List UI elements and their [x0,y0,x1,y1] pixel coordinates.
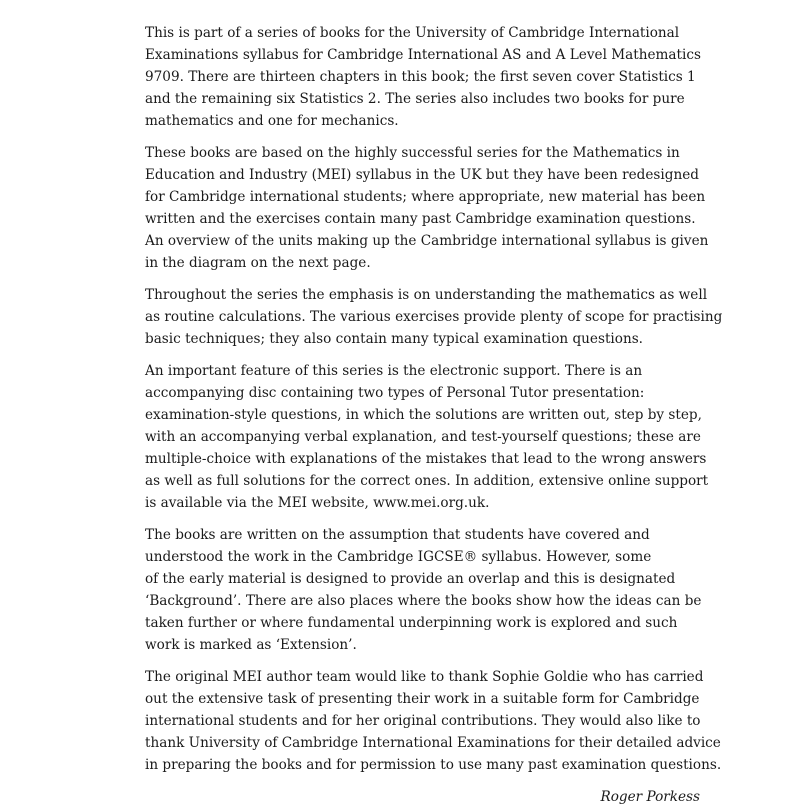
text-line: is available via the MEI website, www.mei.org.uk. [145,495,490,511]
text-line: ‘Background’. There are also places where the books show how the ideas can be [145,593,702,609]
paragraph-mei-basis [145,142,709,274]
text-line: mathematics and one for mechanics. [145,113,399,129]
text-line: with an accompanying verbal explanation, and test-yourself questions; these are [145,429,701,445]
text-line: The books are written on the assumption that students have covered and [145,527,650,543]
author-signature: Roger Porkess [600,789,700,805]
paragraph-assumptions [145,524,700,656]
text-line: This is part of a series of books for the University of Cambridge International [145,25,680,41]
text-line: taken further or where fundamental underpinning work is explored and such [145,615,678,631]
paragraph-series-intro [145,22,700,132]
text-line: for Cambridge international students; where appropriate, new material has been [145,189,706,205]
text-line: thank University of Cambridge International Examinations for their detailed advice [145,735,721,751]
text-line: An important feature of this series is the electronic support. There is an [145,363,643,379]
text-line: written and the exercises contain many past Cambridge examination questions. [145,211,696,227]
text-line: in preparing the books and for permission to use many past examination questions. [145,757,722,773]
text-line: Education and Industry (MEI) syllabus in the UK but they have been redesigned [145,167,699,183]
text-line: of the early material is designed to provide an overlap and this is designated [145,571,676,587]
paragraph-electronic-support [145,360,709,514]
text-line: international students and for her original contributions. They would also like to [145,713,701,729]
paragraph-acknowledgements [145,666,722,776]
text-line: understood the work in the Cambridge IGCSE® syllabus. However, some [145,549,652,565]
text-line: basic techniques; they also contain many typical examination questions. [145,331,643,347]
text-line: multiple-choice with explanations of the mistakes that lead to the wrong answers [145,451,707,467]
text-line: The original MEI author team would like to thank Sophie Goldie who has carried [145,669,704,685]
text-line: These books are based on the highly successful series for the Mathematics in [145,145,680,161]
text-line: Examinations syllabus for Cambridge International AS and A Level Mathematics [145,47,701,63]
text-line: An overview of the units making up the Cambridge international syllabus is given [145,233,709,249]
text-line: in the diagram on the next page. [145,255,371,271]
text-line: out the extensive task of presenting their work in a suitable form for Cambridge [145,691,700,707]
text-line: Throughout the series the emphasis is on understanding the mathematics as well [145,287,708,303]
document-page [145,22,723,808]
text-line: as routine calculations. The various exercises provide plenty of scope for practising [145,309,723,325]
text-line: as well as full solutions for the correct ones. In addition, extensive online support [145,473,709,489]
paragraph-emphasis [145,284,723,350]
text-line: work is marked as ‘Extension’. [145,637,357,653]
text-line: accompanying disc containing two types of Personal Tutor presentation: [145,385,645,401]
text-line: and the remaining six Statistics 2. The series also includes two books for pure [145,91,685,107]
text-line: examination-style questions, in which the solutions are written out, step by step, [145,407,702,423]
text-line: 9709. There are thirteen chapters in this book; the first seven cover Statistics 1 [145,69,696,85]
